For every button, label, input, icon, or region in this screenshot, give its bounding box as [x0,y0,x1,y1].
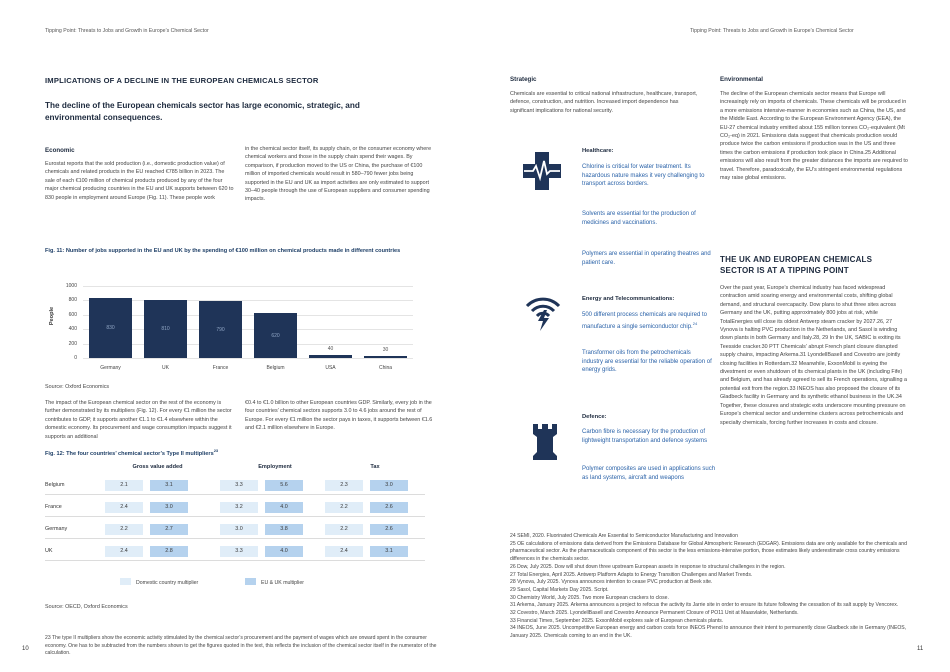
y-tick-label: 800 [68,297,77,304]
table-cell: 3.3 [220,480,258,491]
x-tick-label: China [378,365,393,371]
bar-value-label: 30 [382,346,389,353]
footnote-item: 30 Chemistry World, July 2025. Two more European crackers to close. [510,594,669,601]
table-cell: 2.6 [370,524,408,535]
footnote-item: 29 Sasol, Capital Markets Day 2025. Script. [510,586,609,593]
table-cell: 2.2 [105,524,143,535]
row-divider [45,494,425,495]
fig11-source: Source: Oxford Economics [45,384,110,390]
table-cell: 2.4 [105,502,143,513]
table-cell: 3.1 [370,546,408,557]
footnote-item: 31 Arkema, January 2025. Arkema announces a project to refocus the activity its Jarrie site in order to ensure its future following the cessation of its salt supply by Vencorex. [510,602,899,609]
multiplier-col2: €0.4 to €1.0 billion to other European countries GDP. Similarly, every job in the four countries’ chemical sectors supports 3.0 to 4.6 jobs around the rest of Europe. For every €1 million the sector pays in taxes, it supports between €1.6 and €2.1 million elsewhere in Europe. [245,400,433,432]
gridline [83,315,413,316]
table-cell: 3.8 [265,524,303,535]
footnote-item: 28 Vynova, July 2025. Vynova announces intention to cease PVC production at Beek site. [510,579,713,586]
tipping-point-heading: THE UK AND EUROPEAN CHEMICALS SECTOR IS AT A TIPPING POINT [720,255,873,275]
medical-cross-icon [521,150,563,192]
fig12-table [45,460,440,600]
footnote-23: 23 The type II multipliers show the economic activity stimulated by the chemical sector’s procurement and the payment of wages which are onward spent in the consumer economy. One has to be subtracted from the numbers shown to get the figures quoted in the text, this reflects the inclusion of the chemical sector itself in the numerator of the calculation. [45,635,437,657]
environmental-body: The decline of the European chemicals sector means that Europe will increasingly rely on imports of chemicals. These chemicals will be produced in a more emissions intensive-manner in economies such as China, the US, and the Middle East. According to the European Environment Agency (EEA), the EU-27 chemical industry emitted about 155 million tonnes CO₂-equivalent (Mt CO₂-eq) in 2021. Emissions data suggest that chemicals production would produce twice the carbon emissions if production was in the US and three times the carbon emissions if production took place in China.25 Additional emissions will also result from the greater distances the imports are required to travel. Therefore, paradoxically, the EU’s stringent environmental regulations may raise global emissions. [720,91,908,182]
energy-p2: Transformer oils from the petrochemicals industry are essential for the reliable operation of energy grids. [582,350,712,374]
healthcare-p1: Chlorine is critical for water treatment. Its hazardous nature makes it very challenging to transport across borders. [582,164,705,188]
bar-value-label: 620 [271,332,280,339]
gridline [83,286,413,287]
running-header-right: Tipping Point: Threats to Jobs and Growth in Europe’s Chemical Sector [690,28,854,34]
legend-eu-swatch [245,578,256,585]
legend-eu: EU & UK multiplier [261,580,304,586]
bar-china [364,356,407,358]
tipping-point-body: Over the past year, Europe’s chemical industry has faced widespread contraction amid soaring energy and environmental costs, shifting global demand, and structural overcapacity. Dow plans to shut three sites across Germany and the UK, putting approximately 800 jobs at risk, while TotalEnergies will close its oldest Antwerp steam cracker by 2027.26, 27 Vynova is halting PVC production in the Netherlands, and Sasol is winding down plants in both Germany and Italy.28, 29 In the UK, SABIC is exiting its Teesside cracker.30 PTT Chemicals’ abrupt French plant closure disrupted supply chains, impacting Arkema.31 LyondellBasell and Covestro are jointly closing facilities in Rotterdam.32 Meanwhile, ExxonMobil is eyeing the divestment or even shutdown of its chemical plants in the UK (including Fife) and Belgium, and has already agreed to sell its French operations, signalling a potential exit from the region.33 INEOS has also proposed the closure of its Gladbeck facility in Germany and its synthetic ethanol business in the UK.34 Together, these closures and strategic exits underscore mounting pressure on Europe’s chemical sector and undermine clusters across petrochemicals and specialty chemicals, forcing further increases in costs and closure. [720,285,907,426]
healthcare-heading: Healthcare: [582,148,614,154]
running-header-left: Tipping Point: Threats to Jobs and Growth in Europe’s Chemical Sector [45,28,209,34]
defence-p2: Polymer composites are used in applications such as land systems, aircraft and weapons [582,466,716,481]
energy-heading: Energy and Telecommunications: [582,296,675,302]
footnote-item: 32 Covestro, March 2025. LyondellBasell and Covestro Announce Permanent Closure of PO11 Unit at Maasvlakte, Netherlands. [510,610,799,617]
y-tick-label: 0 [74,355,77,361]
chart-ylabel: People [49,306,56,326]
page-number-left: 10 [22,646,29,652]
x-tick-label: Belgium [266,365,285,371]
row-divider [45,516,425,517]
wireless-bolt-icon [521,288,565,332]
bar-value-label: 810 [161,325,170,332]
x-tick-label: UK [162,365,169,371]
table-cell: 3.1 [150,480,188,491]
table-cell: 2.1 [105,480,143,491]
row-country: Belgium [45,482,65,488]
table-cell: 3.2 [220,502,258,513]
col-tax: Tax [370,464,380,470]
table-cell: 2.2 [325,524,363,535]
bar-usa [309,355,352,358]
table-cell: 2.7 [150,524,188,535]
table-cell: 4.0 [265,502,303,513]
col-gva: Gross value added [132,464,183,470]
bar-value-label: 40 [327,346,334,353]
footnotes-right [510,533,910,641]
lead-paragraph: The decline of the European chemicals sector has large economic, strategic, and environmental consequences. [45,101,360,122]
economic-col2: in the chemical sector itself, its supply chain, or the consumer economy where chemical workers and those in the supply chain spend their wages. By comparison, if production moved to the US or China, the purchase of €100 million of imported chemicals would result in 580–790 fewer jobs being supported in the EU and UK as import activities are only estimated to support 30–40 people through the use of European suppliers and consumer spending impacts. [245,146,432,203]
col-employment: Employment [258,464,292,470]
footnote-item: 27 Total Energies, April 2025. Antwerp Platform Adapts to Energy Transition Challenges and Market Trends. [510,571,753,578]
legend-domestic: Domestic country multiplier [136,580,199,586]
strategic-body: Chemicals are essential to critical national infrastructure, healthcare, transport, defence, construction, and nutrition. Increased import dependence has significant implications for national security. [510,91,698,114]
row-divider [45,560,425,561]
gridline [83,358,413,359]
table-cell: 4.0 [265,546,303,557]
bar-value-label: 830 [106,325,115,332]
table-cell: 3.3 [220,546,258,557]
row-divider [45,538,425,539]
y-tick-label: 200 [68,340,77,347]
defence-heading: Defence: [582,414,607,420]
footnote-item: 26 Dow, July 2025. Dow will shut down three upstream European assets in response to structural challenges in the region. [510,563,786,570]
fig11-chart [45,278,445,378]
strategic-heading: Strategic [510,76,537,83]
gridline [83,300,413,301]
table-cell: 3.0 [370,480,408,491]
footnote-item: 34 INEOS, June 2025. Uncompetitive European energy and carbon costs force INEOS Phenol to announce their intent to permanently close Gladbeck site in Germany (INEOS, January 2025. Chemicals coming to an end in the UK. [510,625,907,640]
gridline [83,344,413,345]
bar-value-label: 790 [216,326,225,333]
y-tick-label: 400 [68,326,77,333]
footnote-item: 25 OE calculations of emissions data derived from the Emissions Database for Global Atmospheric Research (EDGAR). Emissions data are only available for the chemicals and pharmaceutical sector. As the pharmaceuticals component of this sector is the less emissions-intensive portion, those estimates likely underestimate cross country emissions differences in the chemicals sector. [510,540,907,563]
table-cell: 3.0 [220,524,258,535]
environmental-heading: Environmental [720,76,763,83]
fig12-title: Fig. 12: The four countries’ chemical sector’s Type II multipliers$^{23}$ [45,448,219,457]
table-cell: 2.2 [325,502,363,513]
gridline [83,329,413,330]
chart-area [45,278,445,378]
row-country: UK [45,548,53,554]
defence-p1: Carbon fibre is necessary for the production of lightweight transportation and defence systems [582,429,708,444]
multiplier-col1: The impact of the European chemical sector on the rest of the economy is further demonstrated by its multipliers (Fig. 12). For every €1 million the sector contributes to GDP, it supports another €1.1 to €1.4 elsewhere within the domestic economy. Its procurement and wage consumption impacts suggest it supports an additional [45,400,232,440]
y-tick-label: 1000 [65,283,77,289]
y-tick-label: 600 [68,311,77,318]
chess-rook-icon [530,422,560,462]
table-cell: 2.8 [150,546,188,557]
healthcare-p3: Polymers are essential in operating theatres and patient care. [582,251,711,266]
legend-domestic-swatch [120,578,131,585]
row-country: Germany [45,526,68,532]
economic-heading: Economic [45,147,75,154]
row-country: France [45,504,62,510]
fig12-source: Source: OECD, Oxford Economics [45,604,128,610]
table-cell: 2.4 [105,546,143,557]
page-number-right: 11 [917,646,924,652]
x-tick-label: Germany [100,365,121,371]
energy-p1: 500 different process chemicals are required to manufacture a single semiconductor chip.$^{24}$ [582,312,707,330]
table-cell: 2.4 [325,546,363,557]
healthcare-p2: Solvents are essential for the production of medicines and vaccinations. [582,211,696,226]
table-cell: 5.6 [265,480,303,491]
table-cell: 2.6 [370,502,408,513]
table-cell: 3.0 [150,502,188,513]
economic-col1: Eurostat reports that the sold production (i.e., domestic production value) of chemicals and related products in the EU reached €785 billion in 2023. The sale of each €100 million of chemical products produced by any of the four major chemical producing countries in the EU and UK supports between 620 to 830 people in employment around Europe (Fig. 11). These people work [45,161,234,201]
table-cell: 2.3 [325,480,363,491]
x-tick-label: USA [325,365,336,371]
footnote-item: 33 Financial Times, September 2025. ExxonMobil explores sale of European chemicals plants. [510,617,724,624]
fig11-title: Fig. 11: Number of jobs supported in the EU and UK by the spending of €100 million on chemical products made in different countries [45,248,401,254]
x-tick-label: France [212,365,229,371]
footnote-item: 24 SEMI, 2020. Fluorinated Chemicals Are Essential to Semiconductor Manufacturing and Innovation [510,533,738,539]
section-heading: IMPLICATIONS OF A DECLINE IN THE EUROPEAN CHEMICALS SECTOR [45,76,319,85]
